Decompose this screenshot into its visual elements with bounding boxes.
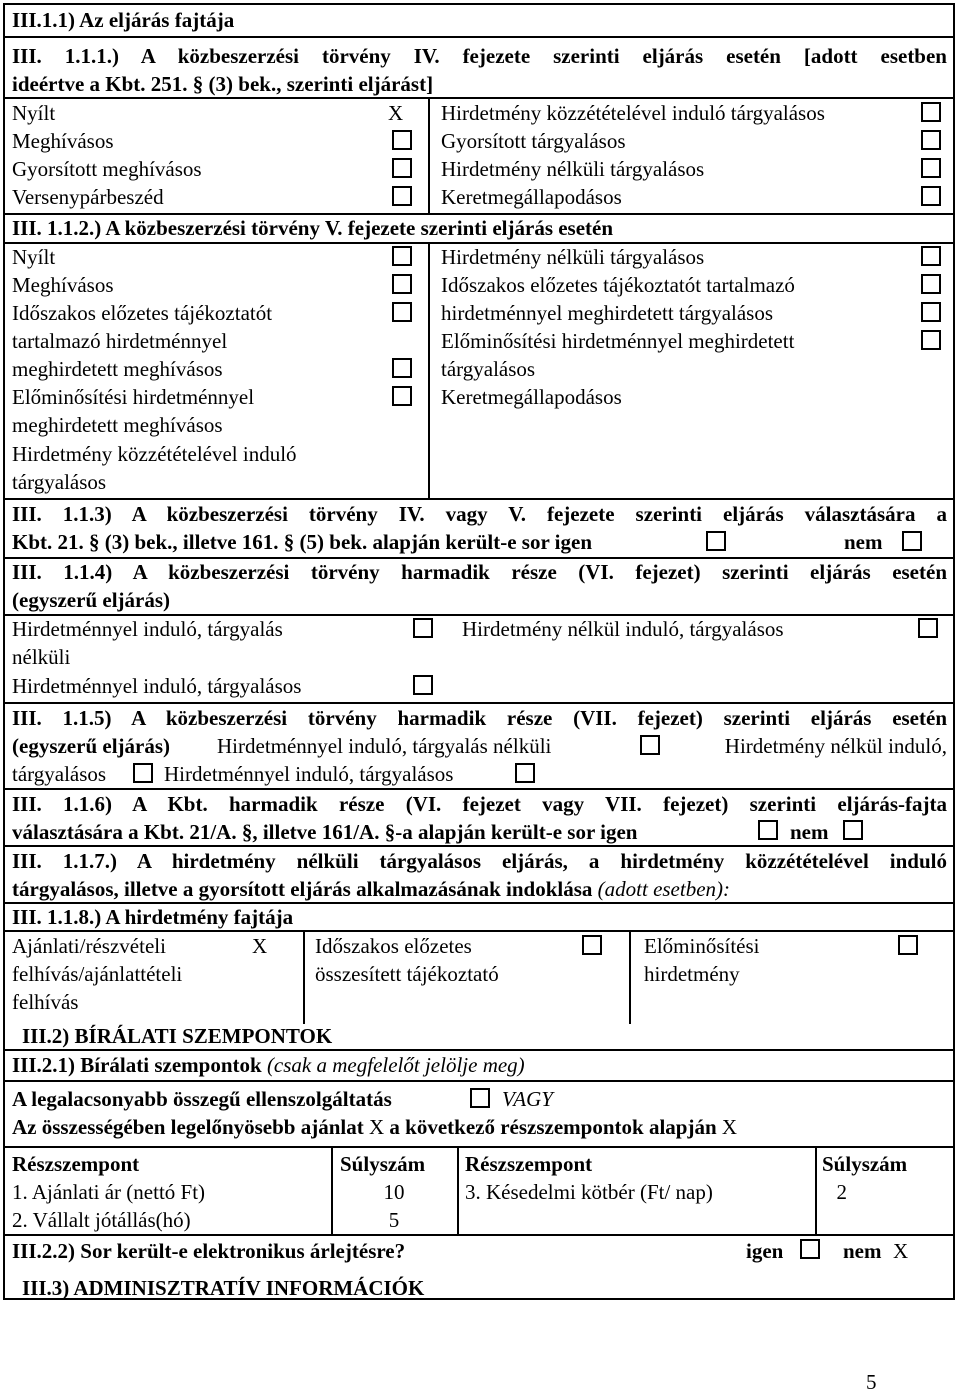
- option-label: nélküli: [12, 645, 71, 669]
- note: (csak a megfelelőt jelölje meg): [266, 1053, 525, 1077]
- option-label: összesített tájékoztató: [315, 962, 499, 986]
- criterion-label: a következő részszempontok alapján: [389, 1115, 717, 1139]
- col-divider: [303, 930, 305, 1024]
- criterion-line: [12, 1113, 737, 1141]
- checkbox[interactable]: [918, 618, 938, 638]
- option-label: Gyorsított meghívásos: [12, 157, 202, 181]
- option-label: Hirdetmény nélküli tárgyalásos: [441, 157, 705, 181]
- checkbox[interactable]: [392, 130, 412, 150]
- col-divider: [428, 242, 430, 498]
- rule: [3, 1080, 955, 1082]
- checkbox[interactable]: [582, 935, 602, 955]
- option-label: tárgyalásos: [12, 470, 107, 494]
- table-cell: [457, 1178, 847, 1206]
- option-label: Keretmegállapodásos: [441, 185, 622, 209]
- checkbox[interactable]: [392, 246, 412, 266]
- checkbox[interactable]: [392, 274, 412, 294]
- rule: [3, 1146, 955, 1148]
- checkbox[interactable]: [921, 130, 941, 150]
- subsection-heading-cont: választására a Kbt. 21/A. §, illetve 161/A. §-a alapján került-e sor igen: [12, 820, 638, 844]
- option-label: Előminősítési: [644, 934, 760, 958]
- checkbox-igen[interactable]: [758, 820, 778, 840]
- checkbox[interactable]: [921, 102, 941, 122]
- subsection-heading-cont: (egyszerű eljárás): [12, 588, 171, 612]
- table-header: Súlyszám: [822, 1152, 908, 1176]
- checked-mark: X: [388, 101, 404, 125]
- checkbox-igen[interactable]: [706, 531, 726, 551]
- checkbox[interactable]: [392, 158, 412, 178]
- table-header: Részszempont: [465, 1152, 593, 1176]
- option-label: Előminősítési hirdetménnyel: [12, 385, 255, 409]
- option-label: meghirdetett meghívásos: [12, 357, 223, 381]
- option-label: felhívás/ajánlattételi: [12, 962, 183, 986]
- subsection-heading: III.2.1) Bírálati szempontok: [12, 1053, 262, 1077]
- subsection-heading: III.2.2) Sor került-e elektronikus árlejtésre?: [12, 1239, 406, 1263]
- rule: [3, 1234, 955, 1236]
- checked-mark: X: [252, 934, 268, 958]
- checkbox[interactable]: [133, 763, 153, 783]
- checkbox[interactable]: [392, 386, 412, 406]
- option-label: Időszakos előzetes: [315, 934, 472, 958]
- checkbox[interactable]: [921, 186, 941, 206]
- subsection-line: [12, 732, 947, 760]
- option-label: tárgyalásos: [12, 762, 107, 786]
- checkbox[interactable]: [413, 675, 433, 695]
- option-label: hirdetmény: [644, 962, 740, 986]
- table-cell: 1. Ajánlati ár (nettó Ft): [12, 1180, 206, 1204]
- option-label: Gyorsított tárgyalásos: [441, 129, 626, 153]
- checkbox[interactable]: [413, 618, 433, 638]
- subsection-heading: III. 1.1.5) A közbeszerzési törvény harmadik része (VII. fejezet) szerinti eljárás esetén: [12, 706, 947, 730]
- criterion-label: A legalacsonyabb összegű ellenszolgáltatás: [12, 1087, 392, 1111]
- option-label: Hirdetmény nélkül induló, tárgyalásos: [462, 617, 784, 641]
- checkbox[interactable]: [921, 274, 941, 294]
- table-header: Súlyszám: [340, 1152, 426, 1176]
- nem-label: nem: [844, 530, 883, 554]
- subsection-heading: III. 1.1.6) A Kbt. harmadik része (VI. fejezet vagy VII. fejezet) szerinti eljárás-fajta: [12, 792, 947, 816]
- option-label: Hirdetmény nélkül induló,: [724, 734, 947, 758]
- option-label: Versenypárbeszéd: [12, 185, 164, 209]
- table-cell: 10: [383, 1180, 405, 1204]
- option-label: Meghívásos: [12, 273, 114, 297]
- heading-cont: tárgyalásos, illetve a gyorsított eljárás alkalmazásának indoklása: [12, 877, 593, 901]
- checkbox[interactable]: [392, 302, 412, 322]
- table-cell: 3. Késedelmi kötbér (Ft/ nap): [465, 1180, 713, 1204]
- checkbox[interactable]: [921, 158, 941, 178]
- criterion-label: Az összességében legelőnyösebb ajánlat: [12, 1115, 364, 1139]
- checkbox[interactable]: [921, 302, 941, 322]
- nem-label: nem: [790, 820, 829, 844]
- option-label: Keretmegállapodásos: [441, 385, 622, 409]
- note: (adott esetben):: [597, 877, 731, 901]
- checked-mark: X: [893, 1239, 909, 1263]
- checked-mark: X: [721, 1115, 738, 1139]
- igen-label: igen: [746, 1239, 784, 1263]
- table-cell: 5: [388, 1208, 400, 1232]
- col-divider: [428, 97, 430, 213]
- checkbox[interactable]: [640, 735, 660, 755]
- checkbox[interactable]: [898, 935, 918, 955]
- or-label: VAGY: [502, 1087, 553, 1111]
- checkbox[interactable]: [392, 186, 412, 206]
- checked-mark: X: [368, 1115, 385, 1139]
- checkbox[interactable]: [515, 763, 535, 783]
- subsection-heading: III. 1.1.3) A közbeszerzési törvény IV. vagy V. fejezete szerinti eljárás választására a: [12, 502, 947, 526]
- subsection-line: [12, 875, 730, 903]
- subsection-heading: III. 1.1.2.) A közbeszerzési törvény V. fejezete szerinti eljárás esetén: [12, 216, 614, 240]
- subsection-heading: III. 1.1.7.) A hirdetmény nélküli tárgyalásos eljárás, a hirdetmény közzétételével induló: [12, 849, 947, 873]
- section-title: III.2) BÍRÁLATI SZEMPONTOK: [22, 1024, 333, 1048]
- option-label: Hirdetmény nélküli tárgyalásos: [441, 245, 705, 269]
- option-label: Meghívásos: [12, 129, 114, 153]
- col-divider: [629, 930, 631, 1024]
- subsection-line: [12, 1051, 525, 1079]
- subsection-heading: III. 1.1.8.) A hirdetmény fajtája: [12, 905, 294, 929]
- option-label: tárgyalásos: [441, 357, 536, 381]
- option-label: Hirdetmény közzétételével induló tárgyalásos: [441, 101, 825, 125]
- section-title: III.1.1) Az eljárás fajtája: [12, 8, 235, 32]
- option-label: tartalmazó hirdetménnyel: [12, 329, 228, 353]
- heading-cont: (egyszerű eljárás): [12, 734, 171, 758]
- subsection-heading: III. 1.1.1.) A közbeszerzési törvény IV. fejezete szerinti eljárás esetén [adott esetben: [12, 44, 947, 68]
- option-label: hirdetménnyel meghirdetett tárgyalásos: [441, 301, 774, 325]
- checkbox[interactable]: [470, 1088, 490, 1108]
- option-label: meghirdetett meghívásos: [12, 413, 223, 437]
- rule: [3, 36, 955, 38]
- checkbox-nem[interactable]: [843, 820, 863, 840]
- option-label: Hirdetmény közzétételével induló: [12, 442, 297, 466]
- weight-value: 2: [836, 1180, 847, 1204]
- checkbox-igen[interactable]: [800, 1239, 820, 1259]
- option-label: Nyílt: [12, 245, 56, 269]
- option-label: Hirdetménnyel induló, tárgyalásos: [164, 762, 454, 786]
- subsection-heading-cont: Kbt. 21. § (3) bek., illetve 161. § (5) bek. alapján került-e sor igen: [12, 530, 593, 554]
- option-label: Hirdetménnyel induló, tárgyalás: [12, 617, 283, 641]
- option-label: Nyílt: [12, 101, 56, 125]
- nem-label: nem: [843, 1239, 882, 1263]
- option-label: Előminősítési hirdetménnyel meghirdetett: [441, 329, 795, 353]
- option-label: Ajánlati/részvételi: [12, 934, 166, 958]
- table-header: Részszempont: [12, 1152, 140, 1176]
- option-label: Hirdetménnyel induló, tárgyalás nélküli: [217, 734, 552, 758]
- subsection-heading-cont: ideértve a Kbt. 251. § (3) bek., szerinti eljárást]: [12, 72, 434, 96]
- option-label: Időszakos előzetes tájékoztatót: [12, 301, 273, 325]
- option-label: Hirdetménnyel induló, tárgyalásos: [12, 674, 302, 698]
- subsection-heading: III. 1.1.4) A közbeszerzési törvény harmadik része (VI. fejezet) szerinti eljárás esetén: [12, 560, 947, 584]
- option-label: Időszakos előzetes tájékoztatót tartalmazó: [441, 273, 795, 297]
- checkbox[interactable]: [921, 246, 941, 266]
- section-title: III.3) ADMINISZTRATÍV INFORMÁCIÓK: [22, 1276, 425, 1300]
- table-cell: 2. Vállalt jótállás(hó): [12, 1208, 191, 1232]
- checkbox[interactable]: [921, 330, 941, 350]
- option-label: felhívás: [12, 990, 79, 1014]
- checkbox[interactable]: [392, 358, 412, 378]
- checkbox-nem[interactable]: [902, 531, 922, 551]
- page-number: 5: [866, 1370, 877, 1394]
